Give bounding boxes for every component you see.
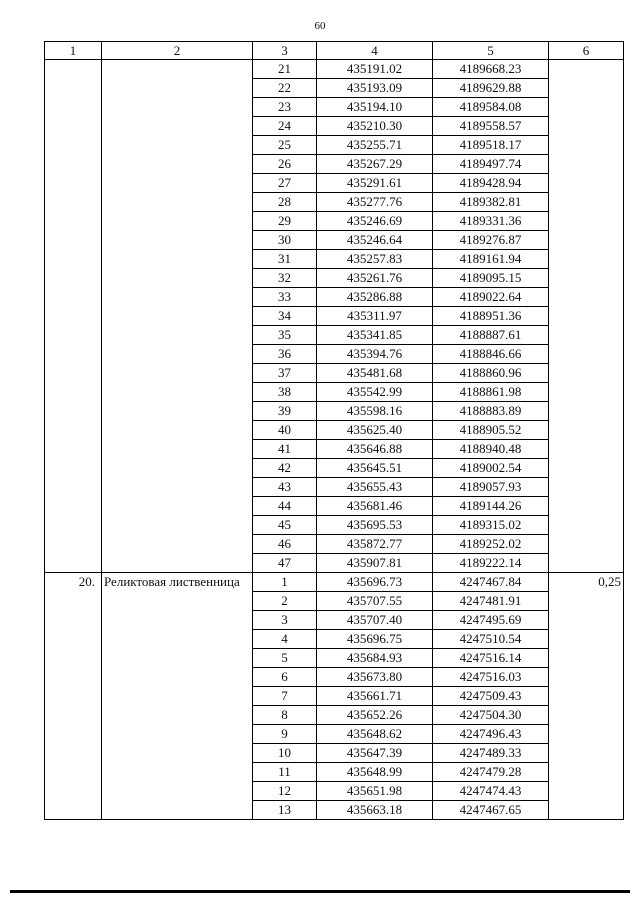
- coord-x: 435625.40: [317, 421, 433, 440]
- point-number: 26: [253, 155, 317, 174]
- coord-y: 4188883.89: [433, 402, 549, 421]
- coord-y: 4188860.96: [433, 364, 549, 383]
- bottom-rule: [10, 890, 630, 893]
- point-number: 22: [253, 79, 317, 98]
- object-name: Реликтовая лиственница: [102, 573, 253, 820]
- coord-x: 435341.85: [317, 326, 433, 345]
- coord-x: 435394.76: [317, 345, 433, 364]
- table-body: [45, 60, 624, 820]
- coord-y: 4188951.36: [433, 307, 549, 326]
- coord-y: 4189252.02: [433, 535, 549, 554]
- object-area: 0,25: [549, 573, 624, 820]
- coord-y: 4189161.94: [433, 250, 549, 269]
- point-number: 2: [253, 592, 317, 611]
- coord-x: 435661.71: [317, 687, 433, 706]
- point-number: 24: [253, 117, 317, 136]
- object-area: [549, 60, 624, 573]
- coord-y: 4247510.54: [433, 630, 549, 649]
- coord-x: 435696.75: [317, 630, 433, 649]
- point-number: 37: [253, 364, 317, 383]
- point-number: 12: [253, 782, 317, 801]
- coord-y: 4247516.14: [433, 649, 549, 668]
- coord-y: 4189315.02: [433, 516, 549, 535]
- coord-x: 435707.40: [317, 611, 433, 630]
- point-number: 8: [253, 706, 317, 725]
- header-col-6: 6: [549, 42, 624, 60]
- coord-y: 4188940.48: [433, 440, 549, 459]
- coord-x: 435681.46: [317, 497, 433, 516]
- point-number: 7: [253, 687, 317, 706]
- coord-x: 435210.30: [317, 117, 433, 136]
- coord-x: 435481.68: [317, 364, 433, 383]
- coord-x: 435652.26: [317, 706, 433, 725]
- coord-y: 4247516.03: [433, 668, 549, 687]
- point-number: 1: [253, 573, 317, 592]
- coord-x: 435598.16: [317, 402, 433, 421]
- point-number: 25: [253, 136, 317, 155]
- coord-x: 435872.77: [317, 535, 433, 554]
- coord-y: 4189629.88: [433, 79, 549, 98]
- point-number: 29: [253, 212, 317, 231]
- coord-y: 4189584.08: [433, 98, 549, 117]
- coord-x: 435651.98: [317, 782, 433, 801]
- header-col-1: 1: [45, 42, 102, 60]
- coord-y: 4247489.33: [433, 744, 549, 763]
- coord-x: 435291.61: [317, 174, 433, 193]
- point-number: 10: [253, 744, 317, 763]
- coord-x: 435695.53: [317, 516, 433, 535]
- coord-y: 4189022.64: [433, 288, 549, 307]
- coord-x: 435257.83: [317, 250, 433, 269]
- coord-y: 4247509.43: [433, 687, 549, 706]
- point-number: 32: [253, 269, 317, 288]
- coord-x: 435542.99: [317, 383, 433, 402]
- coord-x: 435277.76: [317, 193, 433, 212]
- object-index: [45, 60, 102, 573]
- coord-y: 4189057.93: [433, 478, 549, 497]
- point-number: 44: [253, 497, 317, 516]
- coord-y: 4189222.14: [433, 554, 549, 573]
- point-number: 21: [253, 60, 317, 79]
- coord-y: 4189428.94: [433, 174, 549, 193]
- coord-x: 435194.10: [317, 98, 433, 117]
- coord-x: 435286.88: [317, 288, 433, 307]
- coord-y: 4247481.91: [433, 592, 549, 611]
- table-row: [45, 573, 624, 592]
- point-number: 38: [253, 383, 317, 402]
- header-col-3: 3: [253, 42, 317, 60]
- coord-y: 4189558.57: [433, 117, 549, 136]
- coordinates-table: [44, 41, 624, 820]
- coord-x: 435191.02: [317, 60, 433, 79]
- point-number: 11: [253, 763, 317, 782]
- coord-y: 4189497.74: [433, 155, 549, 174]
- coord-y: 4189668.23: [433, 60, 549, 79]
- coord-x: 435646.88: [317, 440, 433, 459]
- point-number: 41: [253, 440, 317, 459]
- point-number: 36: [253, 345, 317, 364]
- coord-x: 435684.93: [317, 649, 433, 668]
- coord-y: 4189095.15: [433, 269, 549, 288]
- coord-x: 435246.64: [317, 231, 433, 250]
- coord-y: 4247496.43: [433, 725, 549, 744]
- point-number: 27: [253, 174, 317, 193]
- coord-x: 435261.76: [317, 269, 433, 288]
- coord-x: 435193.09: [317, 79, 433, 98]
- coord-y: 4247467.65: [433, 801, 549, 820]
- point-number: 39: [253, 402, 317, 421]
- coord-y: 4188846.66: [433, 345, 549, 364]
- point-number: 42: [253, 459, 317, 478]
- coord-y: 4247474.43: [433, 782, 549, 801]
- header-col-4: 4: [317, 42, 433, 60]
- header-col-2: 2: [102, 42, 253, 60]
- point-number: 13: [253, 801, 317, 820]
- coord-y: 4188905.52: [433, 421, 549, 440]
- header-row: [45, 42, 624, 60]
- coord-y: 4189382.81: [433, 193, 549, 212]
- coord-y: 4247495.69: [433, 611, 549, 630]
- object-name: [102, 60, 253, 573]
- point-number: 3: [253, 611, 317, 630]
- coord-x: 435663.18: [317, 801, 433, 820]
- coord-x: 435311.97: [317, 307, 433, 326]
- point-number: 35: [253, 326, 317, 345]
- point-number: 40: [253, 421, 317, 440]
- point-number: 47: [253, 554, 317, 573]
- header-col-5: 5: [433, 42, 549, 60]
- coord-x: 435647.39: [317, 744, 433, 763]
- coord-x: 435648.99: [317, 763, 433, 782]
- coord-x: 435655.43: [317, 478, 433, 497]
- coord-x: 435645.51: [317, 459, 433, 478]
- coord-y: 4189518.17: [433, 136, 549, 155]
- coord-y: 4247479.28: [433, 763, 549, 782]
- coord-x: 435267.29: [317, 155, 433, 174]
- coord-x: 435246.69: [317, 212, 433, 231]
- point-number: 28: [253, 193, 317, 212]
- coord-y: 4247467.84: [433, 573, 549, 592]
- point-number: 34: [253, 307, 317, 326]
- point-number: 4: [253, 630, 317, 649]
- point-number: 5: [253, 649, 317, 668]
- table-row: [45, 60, 624, 79]
- coord-x: 435696.73: [317, 573, 433, 592]
- coord-y: 4188861.98: [433, 383, 549, 402]
- point-number: 33: [253, 288, 317, 307]
- point-number: 23: [253, 98, 317, 117]
- coord-x: 435907.81: [317, 554, 433, 573]
- coord-y: 4188887.61: [433, 326, 549, 345]
- point-number: 45: [253, 516, 317, 535]
- coord-y: 4189276.87: [433, 231, 549, 250]
- point-number: 9: [253, 725, 317, 744]
- coord-y: 4189002.54: [433, 459, 549, 478]
- point-number: 30: [253, 231, 317, 250]
- coord-x: 435707.55: [317, 592, 433, 611]
- object-index: 20.: [45, 573, 102, 820]
- coord-x: 435648.62: [317, 725, 433, 744]
- coord-x: 435673.80: [317, 668, 433, 687]
- coord-x: 435255.71: [317, 136, 433, 155]
- point-number: 31: [253, 250, 317, 269]
- point-number: 46: [253, 535, 317, 554]
- coord-y: 4247504.30: [433, 706, 549, 725]
- point-number: 43: [253, 478, 317, 497]
- coord-y: 4189144.26: [433, 497, 549, 516]
- point-number: 6: [253, 668, 317, 687]
- page-number: 60: [314, 20, 326, 32]
- coord-y: 4189331.36: [433, 212, 549, 231]
